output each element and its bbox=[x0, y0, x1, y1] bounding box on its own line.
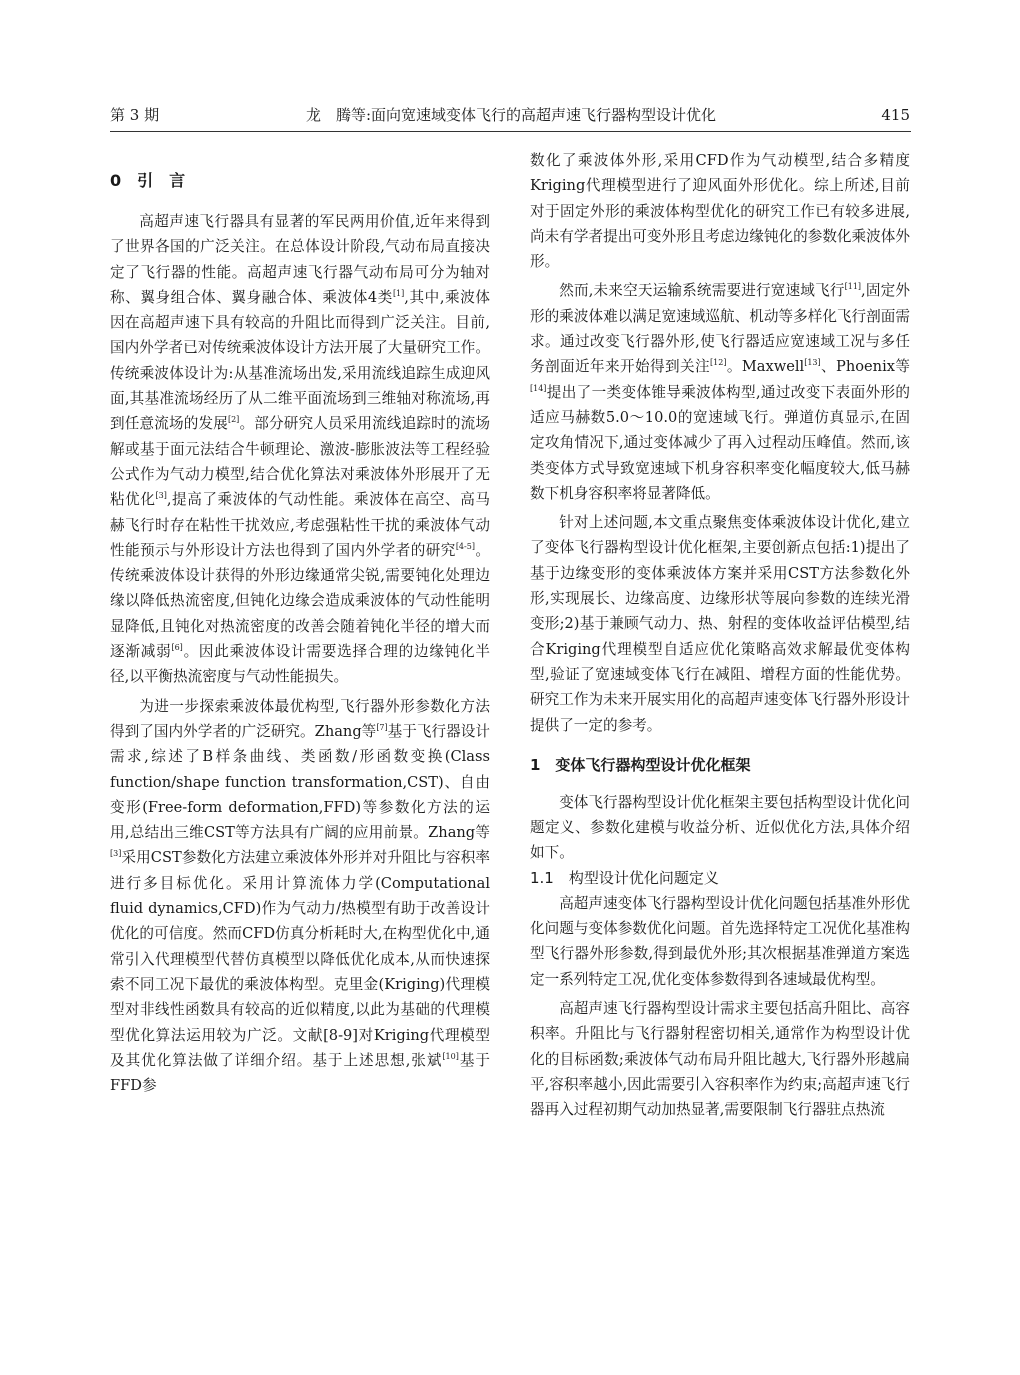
citation: [11] bbox=[844, 282, 862, 292]
paragraph: 然而,未来空天运输系统需要进行宽速域飞行[11],固定外形的乘波体难以满足宽速域巡航、机动等多样化飞行剖面需求。通过改变飞行器外形,使飞行器适应宽速域工况与多任务剖面近年来开始得到关注[12]。Maxwell[13]、Phoenix等[14]提出了一类变体锥导乘波体构型,通过改变下表面外形的适应马赫数5.0～10.0的宽速域飞行。弹道仿真显示,在固定攻角情况下,通过变体减少了再入过程动压峰值。然而,该类变体方式导致宽速域下机身容积率变化幅度较大,低马赫数下机身容积率将显著降低。 bbox=[530, 282, 910, 502]
paragraph: 高超声速变体飞行器构型设计优化问题包括基准外形优化问题与变体参数优化问题。首先选择特定工况优化基准构型飞行器外形参数,得到最优外形;其次根据基准弹道方案选定一系列特定工况,优化变体参数得到各速域最优构型。 bbox=[530, 894, 910, 988]
citation: [4-5] bbox=[455, 541, 475, 551]
citation: [1] bbox=[392, 288, 405, 298]
paragraph: 高超声速飞行器构型设计需求主要包括高升阻比、高容积率。升阻比与飞行器射程密切相关,通常作为构型设计优化的目标函数;乘波体气动布局升阻比越大,飞行器外形越扁平,容积率越小,因此需要引入容积率作为约束;高超声速飞行器再入过程初期气动加热显著,需要限制飞行器驻点热流 bbox=[530, 999, 910, 1119]
citation: [10] bbox=[442, 1051, 459, 1061]
citation: [14] bbox=[530, 383, 547, 393]
paragraph: 变体飞行器构型设计优化框架主要包括构型设计优化问题定义、参数化建模与收益分析、近似优化方法,具体介绍如下。 bbox=[530, 793, 910, 862]
header-rule bbox=[110, 131, 911, 132]
left-column bbox=[110, 148, 490, 1098]
paragraph: 针对上述问题,本文重点聚焦变体乘波体设计优化,建立了变体飞行器构型设计优化框架,主要创新点包括:1)提出了基于边缘变形的变体乘波体方案并采用CST方法参数化外形,实现展长、边缘高度、边缘形状等展向参数的连续光滑变形;2)基于兼顾气动力、热、射程的变体收益评估模型,结合Kriging代理模型自适应优化策略高效求解最优变体构型,验证了宽速域变体飞行在减阻、增程方面的性能优势。研究工作为未来开展实用化的高超声速变体飞行器外形设计提供了一定的参考。 bbox=[530, 514, 910, 734]
paragraph: 数化了乘波体外形,采用CFD作为气动模型,结合多精度Kriging代理模型进行了迎风面外形优化。综上所述,目前对于固定外形的乘波体构型优化的研究工作已有较多进展,尚未有学者提出可变外形且考虑边缘钝化的参数化乘波体外形。 bbox=[530, 152, 910, 271]
subsection-heading: 1.1 构型设计优化问题定义 bbox=[530, 868, 719, 887]
right-column bbox=[530, 148, 910, 1122]
running-title: 龙 腾等:面向宽速域变体飞行的高超声速飞行器构型设计优化 bbox=[306, 106, 717, 124]
citation: [12] bbox=[710, 358, 727, 368]
citation: [3] bbox=[110, 849, 122, 859]
issue-number: 第 3 期 bbox=[110, 106, 160, 124]
section-heading-framework: 1 变体飞行器构型设计优化框架 bbox=[530, 755, 751, 774]
paragraph: 为进一步探索乘波体最优构型,飞行器外形参数化方法得到了国内外学者的广泛研究。Zhang等[7]基于飞行器设计需求,综述了B样条曲线、类函数/形函数变换(Class function/shape function transformation,CST)、自由变形(Free-form deformation,FFD)等参数化方法的运用,总结出三维CST等方法具有广阔的应用前景。Zhang等[3]采用CST参数化方法建立乘波体外形并对升阻比与容积率进行多目标优化。采用计算流体力学(Computational fluid dynamics,CFD)作为气动力/热模型有助于改善设计优化的可信度。然而CFD仿真分析耗时大,在构型优化中,通常引入代理模型代替仿真模型以降低优化成本,从而快速探索不同工况下最优的乘波体构型。克里金(Kriging)代理模型对非线性函数具有较高的近似精度,以此为基础的代理模型优化算法运用较为广泛。文献[8-9]对Kriging代理模型及其优化算法做了详细介绍。基于上述思想,张斌[10]基于FFD参 bbox=[110, 697, 490, 1095]
running-header bbox=[110, 104, 910, 130]
citation: [6] bbox=[171, 643, 183, 653]
section-heading-introduction: 0 引 言 bbox=[110, 171, 186, 190]
citation: [3] bbox=[155, 491, 167, 501]
page-number: 415 bbox=[881, 106, 910, 124]
citation: [13] bbox=[804, 358, 821, 368]
citation: [2] bbox=[227, 415, 240, 425]
citation: [7] bbox=[376, 722, 388, 732]
paragraph: 高超声速飞行器具有显著的军民两用价值,近年来得到了世界各国的广泛关注。在总体设计阶段,气动布局直接决定了飞行器的性能。高超声速飞行器气动布局可分为轴对称、翼身组合体、翼身融合体、乘波体4类[1],其中,乘波体因在高超声速下具有较高的升阻比而得到广泛关注。目前,国内外学者已对传统乘波体设计方法开展了大量研究工作。传统乘波体设计为:从基准流场出发,采用流线追踪生成迎风面,其基准流场经历了从二维平面流场到三维轴对称流场,再到任意流场的发展[2]。部分研究人员采用流线追踪时的流场解或基于面元法结合牛顿理论、激波-膨胀波法等工程经验公式作为气动力模型,结合优化算法对乘波体外形展开了无粘优化[3],提高了乘波体的气动性能。乘波体在高空、高马赫飞行时存在粘性干扰效应,考虑强粘性干扰的乘波体气动性能预示与外形设计方法也得到了国内外学者的研究[4-5]。传统乘波体设计获得的外形边缘通常尖锐,需要钝化处理边缘以降低热流密度,但钝化边缘会造成乘波体的气动性能明显降低,且钝化对热流密度的改善会随着钝化半径的增大而逐渐减弱[6]。因此乘波体设计需要选择合理的边缘钝化半径,以平衡热流密度与气动性能损失。 bbox=[110, 213, 490, 686]
